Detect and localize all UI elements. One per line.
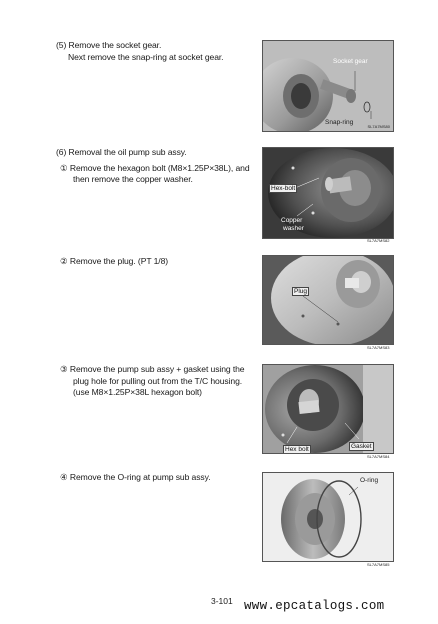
step-6-line-3: then remove the copper washer. [73, 174, 193, 184]
website-watermark: www.epcatalogs.com [244, 599, 385, 613]
step-6-4-text [56, 472, 210, 484]
label-hex-bolt: Hex-bolt [271, 185, 296, 192]
step-6-2-line-1: ② Remove the plug. (PT 1/8) [60, 256, 169, 266]
photo-code: SL7A7MS80 [367, 124, 390, 129]
photo-code: SL7A7MS85 [367, 562, 390, 567]
photo-plug [262, 255, 394, 345]
photo-pump-gasket [262, 364, 394, 454]
photo-code: SL7A7MS84 [367, 454, 390, 459]
label-plug: Plug [294, 288, 308, 295]
step-6-3-line-1: ③ Remove the pump sub assy + gasket using the [60, 364, 245, 374]
step-6-line-1: (6) Removal the oil pump sub assy. [56, 147, 187, 157]
step-6-3-line-2: plug hole for pulling out from the T/C housing. [73, 375, 243, 386]
photo-code: SL7A7MS83 [367, 345, 390, 350]
photo-socket-gear [262, 40, 394, 132]
photo-o-ring [262, 472, 394, 562]
label-washer: washer [283, 225, 304, 232]
step-5-line-1: (5) Remove the socket gear. [56, 40, 162, 50]
label-socket-gear: Socket gear [333, 58, 368, 65]
step-6-line-2: ① Remove the hexagon bolt (M8×1.25P×38L), and [60, 162, 250, 173]
step-6-3-line-3: (use M8×1.25P×38L hexagon bolt) [73, 387, 202, 397]
label-snap-ring: Snap-ring [325, 119, 354, 126]
label-gasket: Gasket [351, 443, 372, 450]
photo-code: SL7A7MS82 [367, 238, 390, 243]
label-copper: Copper [281, 217, 303, 224]
step-6-2-text [56, 256, 168, 268]
step-5-text [56, 40, 223, 63]
label-o-ring: O-ring [360, 477, 379, 484]
page-number: 3-101 [211, 596, 233, 606]
label-hex-bolt: Hex bolt [285, 446, 309, 453]
step-6-3-text [56, 364, 245, 399]
photo-hex-bolt [262, 147, 394, 239]
step-6-4-line-1: ④ Remove the O-ring at pump sub assy. [60, 472, 211, 482]
step-5-line-2: Next remove the snap-ring at socket gear. [68, 51, 224, 62]
step-6-text [56, 147, 250, 186]
